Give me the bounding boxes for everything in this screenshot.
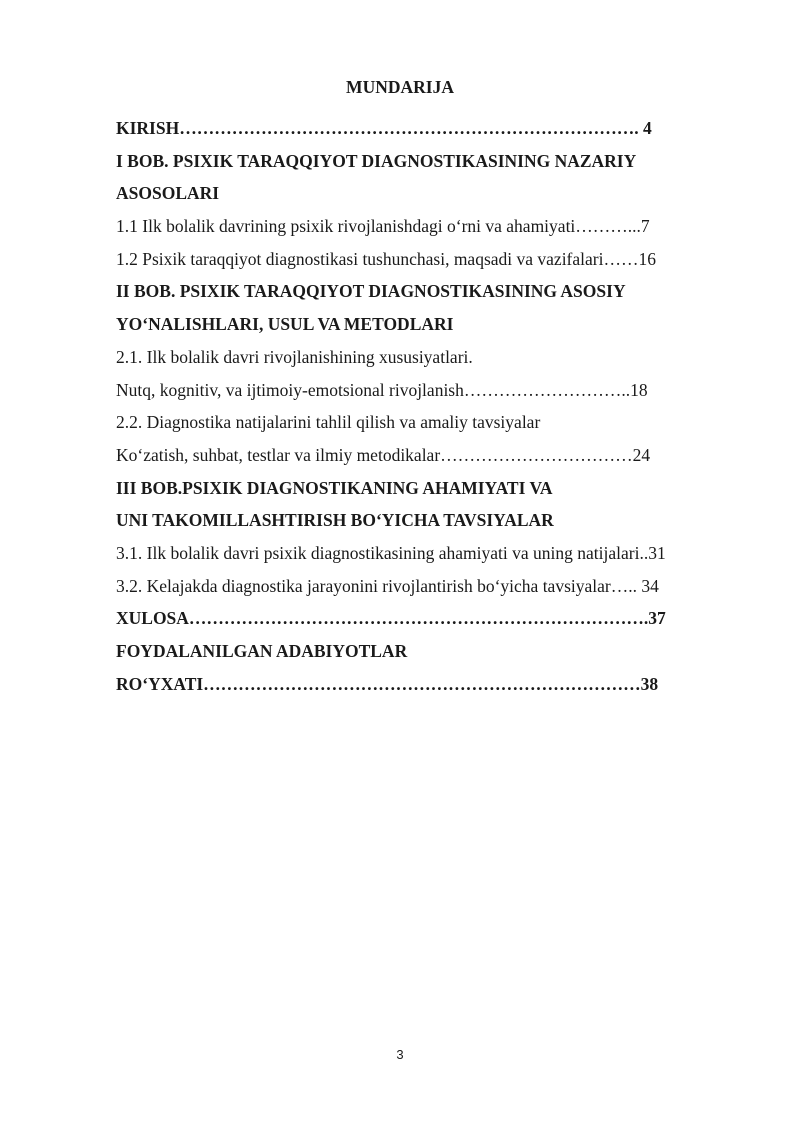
toc-entry-line: 2.2. Diagnostika natijalarini tahlil qilish va amaliy tavsiyalar: [116, 412, 541, 433]
table-of-contents: [116, 116, 716, 704]
toc-section-line: ASOSOLARI: [116, 183, 220, 204]
toc-section-line: XULOSA…………………………………………………………………….37: [116, 608, 666, 629]
toc-section-line: KIRISH……………………………………………………………………. 4: [116, 118, 652, 138]
toc-entry-line: 3.2. Kelajakda diagnostika jarayonini rivojlantirish bo‘yicha tavsiyalar….. 34: [116, 575, 659, 596]
toc-entry-line: Ko‘zatish, suhbat, testlar va ilmiy metodikalar……………………………24: [116, 444, 651, 465]
toc-section-line: III BOB.PSIXIK DIAGNOSTIKANING AHAMIYATI VA: [116, 477, 553, 498]
toc-entry-line: Nutq, kognitiv, va ijtimoiy-emotsional rivojlanish………………………..18: [116, 379, 648, 400]
toc-section-line: FOYDALANILGAN ADABIYOTLAR: [116, 641, 408, 661]
toc-entry-line: 2.1. Ilk bolalik davri rivojlanishining xususiyatlari.: [116, 346, 473, 367]
toc-entry-line: 3.1. Ilk bolalik davri psixik diagnostikasining ahamiyati va uning natijalari..31: [116, 542, 666, 563]
toc-section-line: YO‘NALISHLARI, USUL VA METODLARI: [116, 314, 454, 335]
toc-entry-line: 1.1 Ilk bolalik davrining psixik rivojlanishdagi o‘rni va ahamiyati………...7: [116, 216, 650, 237]
page-number: 3: [396, 1047, 404, 1062]
toc-section-line: II BOB. PSIXIK TARAQQIYOT DIAGNOSTIKASINING ASOSIY: [116, 281, 626, 302]
toc-section-line: RO‘YXATI…………………………………………………………………38: [116, 673, 659, 694]
toc-section-line: UNI TAKOMILLASHTIRISH BO‘YICHA TAVSIYALAR: [116, 510, 554, 531]
toc-section-line: I BOB. PSIXIK TARAQQIYOT DIAGNOSTIKASINING NAZARIY: [116, 150, 637, 171]
page-title: MUNDARIJA: [346, 77, 454, 97]
toc-entry-line: 1.2 Psixik taraqqiyot diagnostikasi tushunchasi, maqsadi va vazifalari……16: [116, 248, 656, 269]
